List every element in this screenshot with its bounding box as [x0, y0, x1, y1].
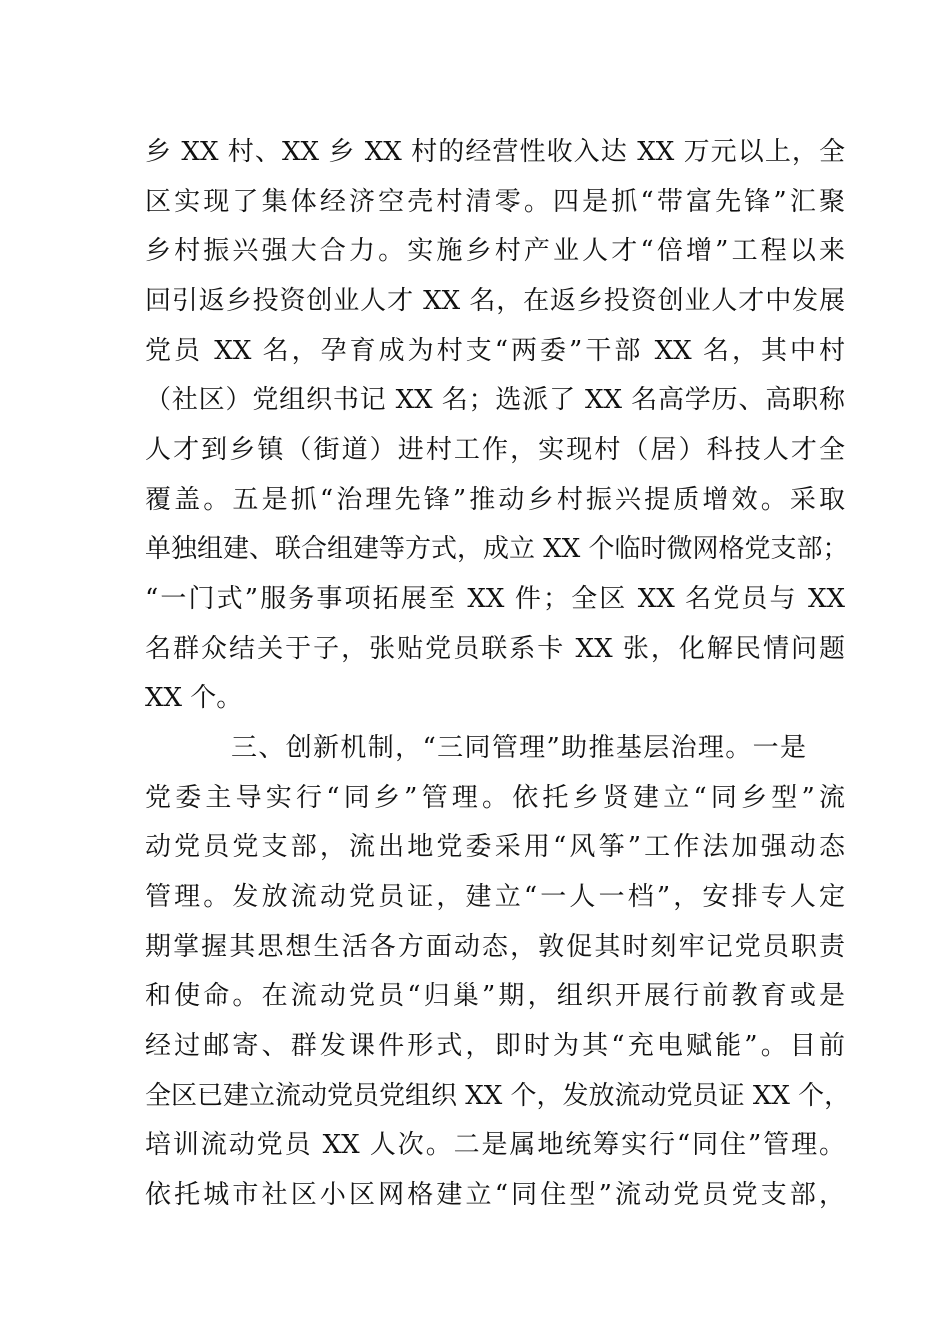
text-line: 回引返乡投资创业人才 XX 名，在返乡投资创业人才中发展: [145, 286, 845, 316]
text-line: 全区已建立流动党员党组织 XX 个，发放流动党员证 XX 个，: [145, 1081, 851, 1111]
text-line: 乡 XX 村、XX 乡 XX 村的经营性收入达 XX 万元以上，全: [145, 137, 845, 167]
text-line: 人才到乡镇（街道）进村工作，实现村（居）科技人才全: [145, 435, 845, 465]
text-line: 动党员党支部，流出地党委采用“风筝”工作法加强动态: [145, 832, 845, 862]
text-line: 乡村振兴强大合力。实施乡村产业人才“倍增”工程以来: [145, 236, 845, 266]
text-line: 单独组建、联合组建等方式，成立 XX 个临时微网格党支部；: [145, 534, 849, 564]
text-line: 党员 XX 名，孕育成为村支“两委”干部 XX 名，其中村: [145, 336, 845, 366]
text-line: 培训流动党员 XX 人次。二是属地统筹实行“同住”管理。: [145, 1130, 845, 1160]
text-line: 党委主导实行“同乡”管理。依托乡贤建立“同乡型”流: [145, 783, 845, 813]
text-line: 依托城市社区小区网格建立“同住型”流动党员党支部，: [145, 1180, 845, 1210]
text-line: 名群众结关于子，张贴党员联系卡 XX 张，化解民情问题: [145, 634, 845, 664]
text-line: 和使命。在流动党员“归巢”期，组织开展行前教育或是: [145, 981, 845, 1011]
text-line: XX 个。: [145, 683, 243, 713]
text-line: 覆盖。五是抓“治理先锋”推动乡村振兴提质增效。采取: [145, 485, 845, 515]
text-line: “一门式”服务事项拓展至 XX 件；全区 XX 名党员与 XX: [145, 584, 845, 614]
section-heading-line: 三、创新机制，“三同管理”助推基层治理。一是: [231, 733, 806, 763]
text-line: 管理。发放流动党员证，建立“一人一档”，安排专人定: [145, 882, 845, 912]
text-line: 经过邮寄、群发课件形式，即时为其“充电赋能”。目前: [145, 1031, 845, 1061]
text-line: 区实现了集体经济空壳村清零。四是抓“带富先锋”汇聚: [145, 187, 845, 217]
text-line: （社区）党组织书记 XX 名；选派了 XX 名高学历、高职称: [145, 385, 845, 415]
text-line: 期掌握其思想生活各方面动态，敦促其时刻牢记党员职责: [145, 932, 845, 962]
